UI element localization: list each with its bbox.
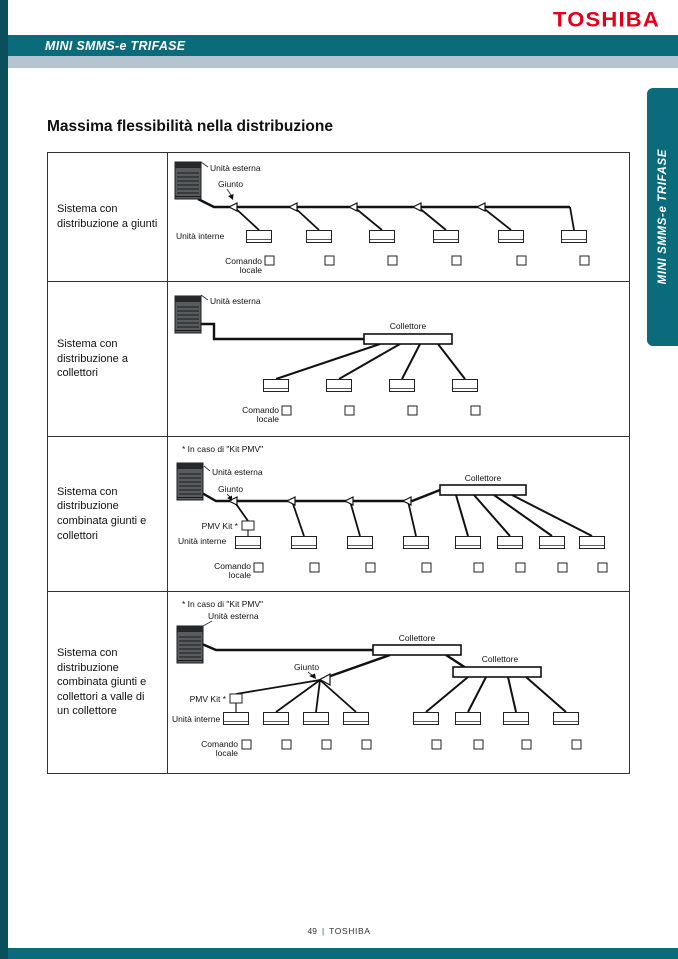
label-unita-esterna: Unità esterna xyxy=(212,467,263,477)
label-pmv-kit: PMV Kit * xyxy=(189,694,226,704)
pmv-kit-icon xyxy=(230,694,242,703)
table-row xyxy=(48,592,629,773)
table-row xyxy=(48,282,629,437)
indoor-unit-icons xyxy=(247,231,587,243)
leader-line xyxy=(201,162,208,167)
arrowhead xyxy=(309,674,316,680)
indoor-unit-icons xyxy=(224,713,579,725)
chapter-header-bar xyxy=(0,35,678,56)
label-collettore: Collettore xyxy=(464,473,502,483)
chapter-side-tab xyxy=(647,88,678,346)
row-diagram-cell xyxy=(168,592,629,773)
local-control-icons xyxy=(282,406,480,415)
bottom-accent-bar xyxy=(8,948,678,959)
label-locale: locale xyxy=(228,570,251,580)
footer-brand: TOSHIBA xyxy=(329,926,371,936)
label-unita-interne: Unità interne xyxy=(178,536,227,546)
footer-separator: | xyxy=(321,926,325,936)
label-pmv-note: * In caso di "Kit PMV" xyxy=(182,444,264,454)
row-diagram-cell xyxy=(168,282,629,436)
diagram-combinata-giunti-collettori xyxy=(168,437,629,591)
local-control-icons xyxy=(265,256,589,265)
collector-icon xyxy=(440,485,526,495)
label-comando: Comando xyxy=(214,561,251,571)
leader-line xyxy=(201,295,208,300)
local-control-icons xyxy=(242,740,581,749)
pipes xyxy=(198,199,574,230)
leader-line xyxy=(203,621,212,626)
label-giunto: Giunto xyxy=(294,662,320,672)
toshiba-logo: TOSHIBA xyxy=(552,7,660,32)
row-label: Sistema con distribuzione a collettori xyxy=(48,282,168,436)
label-giunto: Giunto xyxy=(218,179,244,189)
outdoor-unit-icon xyxy=(175,296,201,333)
pipes xyxy=(200,324,465,379)
local-control-icons xyxy=(254,563,607,572)
outdoor-unit-icon xyxy=(177,626,203,663)
row-label: Sistema con distribuzione combinata giunti e collettori xyxy=(48,437,168,591)
header-accent-bar xyxy=(0,56,678,68)
outdoor-unit-icon xyxy=(175,162,201,199)
label-collettore: Collettore xyxy=(398,633,436,643)
collector-icon xyxy=(373,645,461,655)
table-row xyxy=(48,153,629,282)
page-footer xyxy=(0,926,678,936)
collector-icon xyxy=(364,334,452,344)
pipes xyxy=(202,490,592,536)
label-pmv-note: * In caso di "Kit PMV" xyxy=(182,599,264,609)
label-collettore: Collettore xyxy=(389,321,427,331)
row-label: Sistema con distribuzione a giunti xyxy=(48,153,168,281)
label-pmv-kit: PMV Kit * xyxy=(201,521,238,531)
label-unita-esterna: Unità esterna xyxy=(208,611,259,621)
giunto-arrow xyxy=(227,494,230,497)
label-unita-esterna: Unità esterna xyxy=(210,296,261,306)
collector-icon xyxy=(453,667,541,677)
outdoor-unit-icon xyxy=(177,463,203,500)
row-diagram-cell xyxy=(168,437,629,591)
label-unita-interne: Unità interne xyxy=(176,231,225,241)
label-giunto: Giunto xyxy=(218,484,244,494)
indoor-unit-icons xyxy=(236,537,605,549)
label-comando: Comando xyxy=(201,739,238,749)
chapter-side-tab-label: MINI SMMS-e TRIFASE xyxy=(656,149,669,285)
left-edge-strip xyxy=(0,0,8,959)
label-locale: locale xyxy=(256,414,279,424)
footer-page-number: 49 xyxy=(307,926,317,936)
label-comando: Comando xyxy=(225,256,262,266)
label-comando: Comando xyxy=(242,405,279,415)
giunto-arrow xyxy=(227,189,231,195)
page-title: Massima flessibilità nella distribuzione xyxy=(47,118,333,135)
distribution-table xyxy=(47,152,630,774)
label-locale: locale xyxy=(215,748,238,758)
indoor-unit-icons xyxy=(264,380,478,392)
chapter-title: MINI SMMS-e TRIFASE xyxy=(45,38,186,53)
table-row xyxy=(48,437,629,592)
diagram-distribuzione-a-giunti xyxy=(168,153,629,281)
diagram-combinata-valle-collettore xyxy=(168,592,629,772)
leader-line xyxy=(204,466,210,471)
label-unita-interne: Unità interne xyxy=(172,714,221,724)
pmv-kit-icon xyxy=(242,521,254,530)
label-locale: locale xyxy=(239,265,262,275)
diagram-distribuzione-a-collettori xyxy=(168,282,629,436)
row-label: Sistema con distribuzione combinata giunti e collettori a valle di un collettore xyxy=(48,592,168,773)
label-collettore: Collettore xyxy=(481,654,519,664)
label-unita-esterna: Unità esterna xyxy=(210,163,261,173)
row-diagram-cell xyxy=(168,153,629,281)
